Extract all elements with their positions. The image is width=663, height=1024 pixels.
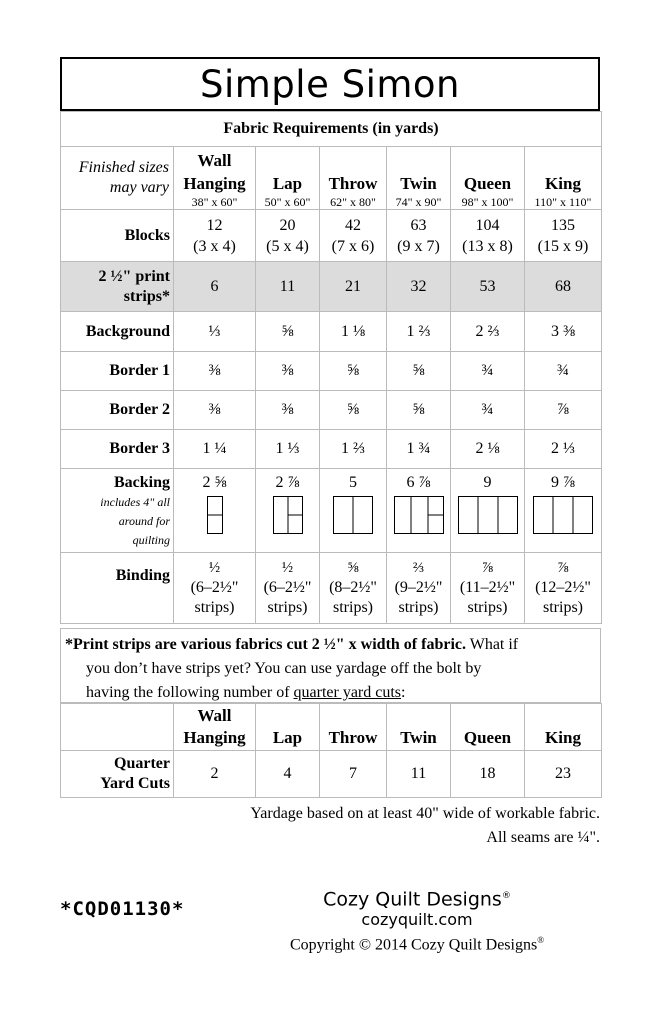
backing-diagram-king (533, 496, 593, 534)
table-cell: 9 (451, 469, 525, 553)
quarter-header-wall-hanging: Wall Hanging (174, 704, 256, 751)
size-header-lap: Lap 50" x 60" (256, 147, 320, 210)
table-cell: ⅝ (320, 391, 387, 430)
table-cell: ⅞ (12–2½" strips) (525, 553, 602, 624)
row-label-backing: Backing includes 4" all around for quilting (61, 469, 174, 553)
table-cell: 3 ⅜ (525, 312, 602, 352)
table-cell: 4 (256, 751, 320, 798)
row-label-border2: Border 2 (61, 391, 174, 430)
brand-url: cozyquilt.com (361, 910, 473, 930)
copyright: Copyright © 2014 Cozy Quilt Designs® (289, 935, 545, 954)
backing-diagram-throw (333, 496, 373, 534)
quarter-header-throw: Throw (320, 704, 387, 751)
table-cell: 5 (320, 469, 387, 553)
row-label-border1: Border 1 (61, 352, 174, 391)
table-cell: 1 ⅔ (387, 312, 451, 352)
table-cell: ⅜ (256, 391, 320, 430)
size-header-throw: Throw 62" x 80" (320, 147, 387, 210)
table-cell: 18 (451, 751, 525, 798)
table-cell: 1 ¼ (174, 430, 256, 469)
table-cell: ½ (6–2½" strips) (256, 553, 320, 624)
print-strips-footnote: *Print strips are various fabrics cut 2 ½" x width of fabric. What if you don’t have strips yet? You can use yardage off the bolt by having the following number of quarter yard cuts: (60, 628, 601, 703)
row-label-binding: Binding (61, 553, 174, 624)
table-cell: 1 ⅛ (320, 312, 387, 352)
table-cell: 21 (320, 262, 387, 312)
table-cell: ⅝ (320, 352, 387, 391)
table-cell: 135 (15 x 9) (525, 210, 602, 262)
size-header-twin: Twin 74" x 90" (387, 147, 451, 210)
table-cell: 68 (525, 262, 602, 312)
table-cell: ⅔ (9–2½" strips) (387, 553, 451, 624)
table-cell: 32 (387, 262, 451, 312)
fabric-requirements-table (60, 111, 602, 624)
table-cell: 1 ¾ (387, 430, 451, 469)
pattern-title-box (60, 57, 600, 111)
backing-diagram-wall-hanging (207, 496, 223, 534)
table-cell: 1 ⅔ (320, 430, 387, 469)
table-cell: ⅝ (387, 352, 451, 391)
binding-row (61, 553, 602, 624)
table-cell: 1 ⅓ (256, 430, 320, 469)
pattern-code: *CQD01130* (60, 898, 185, 920)
size-header-row (61, 147, 602, 210)
background-row (61, 312, 602, 352)
table-cell: 12 (3 x 4) (174, 210, 256, 262)
table-cell: 63 (9 x 7) (387, 210, 451, 262)
yardage-note: Yardage based on at least 40" wide of workable fabric. (250, 805, 600, 822)
table-cell: 6 (174, 262, 256, 312)
table-caption: Fabric Requirements (in yards) (61, 112, 602, 147)
table-cell: ¾ (451, 352, 525, 391)
border1-row (61, 352, 602, 391)
table-cell: ⅝ (256, 312, 320, 352)
pattern-title: Simple Simon (200, 63, 460, 106)
brand-block (262, 884, 572, 957)
table-cell: ⅝ (387, 391, 451, 430)
table-cell: 20 (5 x 4) (256, 210, 320, 262)
table-cell: ½ (6–2½" strips) (174, 553, 256, 624)
table-cell: 53 (451, 262, 525, 312)
table-cell: 2 ⅔ (451, 312, 525, 352)
quarter-header-queen: Queen (451, 704, 525, 751)
backing-diagram-lap (273, 496, 303, 534)
quarter-yard-cuts-table (60, 703, 602, 798)
backing-row (61, 469, 602, 553)
table-cell: 11 (256, 262, 320, 312)
quarter-header-king: King (525, 704, 602, 751)
table-cell: 2 ⅝ (174, 469, 256, 553)
table-cell: 23 (525, 751, 602, 798)
table-cell: ⅜ (174, 352, 256, 391)
row-label-quarter-yard-cuts: Quarter Yard Cuts (61, 751, 174, 798)
table-cell: ⅓ (174, 312, 256, 352)
row-label-blocks: Blocks (61, 210, 174, 262)
table-cell: 2 (174, 751, 256, 798)
table-cell: ⅜ (256, 352, 320, 391)
table-cell: 7 (320, 751, 387, 798)
quarter-header-row (61, 704, 602, 751)
table-cell: ⅞ (525, 391, 602, 430)
backing-diagram-twin (394, 496, 444, 534)
row-label-background: Background (61, 312, 174, 352)
quarter-header-lap: Lap (256, 704, 320, 751)
row-label-border3: Border 3 (61, 430, 174, 469)
backing-diagram-queen (458, 496, 518, 534)
table-cell: 42 (7 x 6) (320, 210, 387, 262)
blocks-row (61, 210, 602, 262)
table-cell: 2 ⅛ (451, 430, 525, 469)
table-cell: 2 ⅞ (256, 469, 320, 553)
table-cell: ¾ (525, 352, 602, 391)
yardage-notes (60, 802, 600, 850)
seams-note: All seams are ¼". (486, 829, 600, 846)
empty-cell (61, 704, 174, 751)
quarter-header-twin: Twin (387, 704, 451, 751)
table-cell: ⅜ (174, 391, 256, 430)
table-cell: 2 ⅓ (525, 430, 602, 469)
border2-row (61, 391, 602, 430)
table-cell: 104 (13 x 8) (451, 210, 525, 262)
quarter-values-row (61, 751, 602, 798)
table-cell: 11 (387, 751, 451, 798)
row-label-print-strips: 2 ½" print strips* (61, 262, 174, 312)
finished-sizes-note: Finished sizes may vary (61, 147, 174, 210)
table-cell: ¾ (451, 391, 525, 430)
border3-row (61, 430, 602, 469)
brand-name: Cozy Quilt Designs® (323, 888, 511, 911)
table-cell: ⅞ (11–2½" strips) (451, 553, 525, 624)
size-header-king: King 110" x 110" (525, 147, 602, 210)
table-cell: 6 ⅞ (387, 469, 451, 553)
size-header-wall-hanging: Wall Hanging 38" x 60" (174, 147, 256, 210)
table-cell: ⅝ (8–2½" strips) (320, 553, 387, 624)
table-cell: 9 ⅞ (525, 469, 602, 553)
print-strips-row (61, 262, 602, 312)
size-header-queen: Queen 98" x 100" (451, 147, 525, 210)
